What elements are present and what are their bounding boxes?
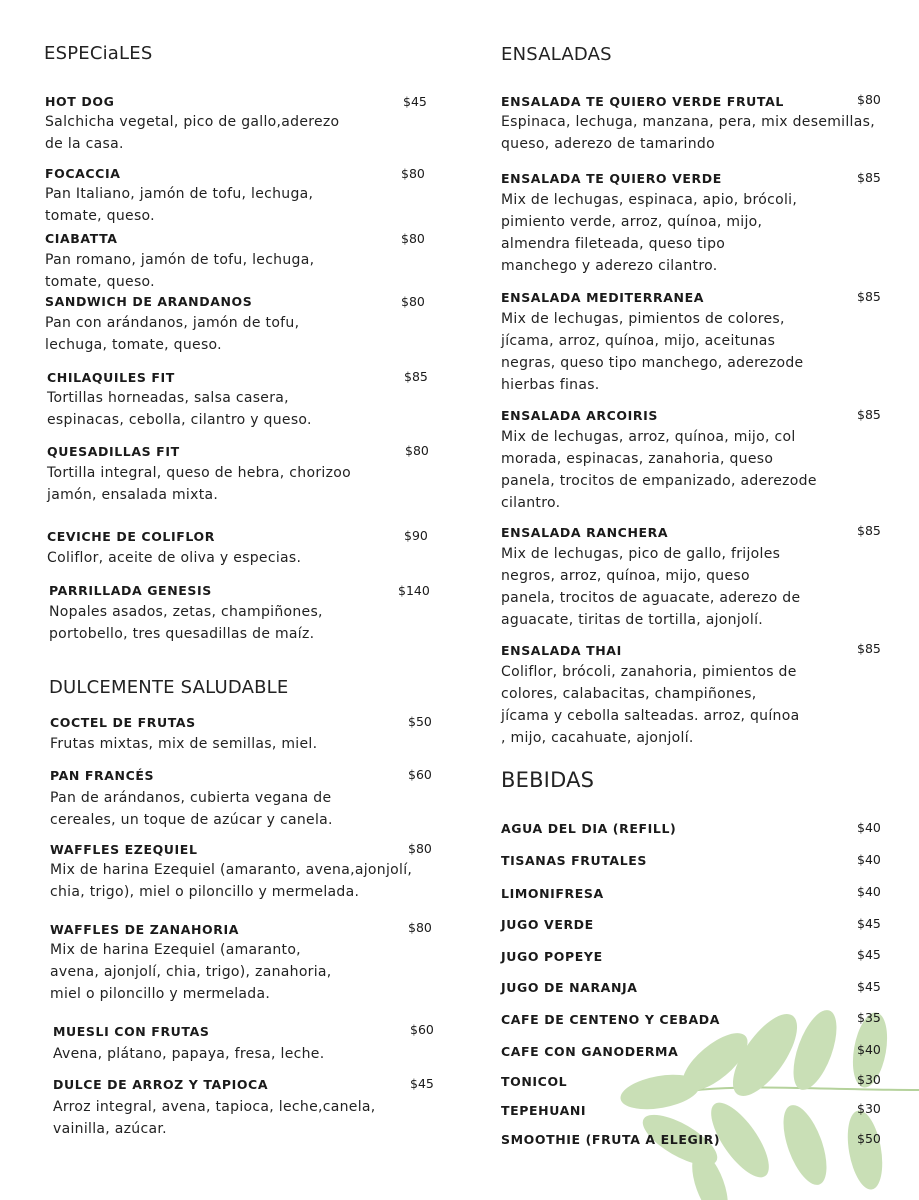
menu-item-name: CHILAQUILES FIT xyxy=(47,370,175,385)
menu-item-name: ENSALADA RANCHERA xyxy=(501,525,669,540)
menu-item-name: DULCE DE ARROZ Y TAPIOCA xyxy=(53,1077,269,1092)
menu-item-desc: Mix de harina Ezequiel (amaranto, avena,ajonjolí, chia, trigo), miel o piloncillo y mermelada. xyxy=(50,862,413,900)
menu-item-price: $80 xyxy=(405,443,429,458)
menu-item-desc: Mix de lechugas, pimientos de colores, jícama, arroz, quínoa, mijo, aceitunas negras, queso tipo manchego, aderezode hierbas finas. xyxy=(501,311,804,393)
menu-item-price: $80 xyxy=(857,92,881,107)
menu-item-name: SANDWICH DE ARANDANOS xyxy=(45,294,253,309)
menu-item-name: HOT DOG xyxy=(45,94,115,109)
drink-price: $40 xyxy=(857,852,881,867)
drink-price: $40 xyxy=(857,820,881,835)
menu-item-name: QUESADILLAS FIT xyxy=(47,444,180,459)
menu-item-price: $45 xyxy=(410,1076,434,1091)
menu-item-price: $80 xyxy=(408,920,432,935)
drink-name: TEPEHUANI xyxy=(501,1103,587,1118)
drink-name: TISANAS FRUTALES xyxy=(501,853,647,868)
menu-item-desc: Avena, plátano, papaya, fresa, leche. xyxy=(53,1046,325,1062)
section-title-especiales: ESPECiaLES xyxy=(44,43,153,64)
menu-item-desc: Mix de harina Ezequiel (amaranto, avena, ajonjolí, chia, trigo), zanahoria, miel o piloncillo y mermelada. xyxy=(50,942,332,1002)
menu-item-price: $90 xyxy=(404,528,428,543)
menu-item-desc: Espinaca, lechuga, manzana, pera, mix desemillas, queso, aderezo de tamarindo xyxy=(501,114,875,152)
menu-item-desc: Frutas mixtas, mix de semillas, miel. xyxy=(50,736,318,752)
drink-price: $30 xyxy=(857,1072,881,1087)
drink-name: JUGO POPEYE xyxy=(501,949,603,964)
drink-price: $45 xyxy=(857,916,881,931)
menu-item-name: ENSALADA MEDITERRANEA xyxy=(501,290,704,305)
menu-item-price: $45 xyxy=(403,94,427,109)
menu-item-price: $140 xyxy=(398,583,430,598)
menu-item-desc: Mix de lechugas, arroz, quínoa, mijo, col morada, espinacas, zanahoria, queso panela, trocitos de empanizado, aderezode cilantro. xyxy=(501,429,817,511)
drink-name: JUGO DE NARANJA xyxy=(501,980,638,995)
menu-item-price: $85 xyxy=(404,369,428,384)
menu-item-price: $85 xyxy=(857,170,881,185)
menu-item-desc: Tortillas horneadas, salsa casera, espinacas, cebolla, cilantro y queso. xyxy=(47,390,312,428)
menu-item-name: ENSALADA THAI xyxy=(501,643,622,658)
menu-item-desc: Coliflor, brócoli, zanahoria, pimientos de colores, calabacitas, champiñones, jícama y cebolla salteadas. arroz, quínoa , mijo, cacahuate, ajonjolí. xyxy=(501,664,800,746)
menu-item-price: $80 xyxy=(401,294,425,309)
menu-item-desc: Pan de arándanos, cubierta vegana de cereales, un toque de azúcar y canela. xyxy=(50,790,333,828)
drink-price: $40 xyxy=(857,1042,881,1057)
drink-price: $45 xyxy=(857,947,881,962)
menu-item-desc: Mix de lechugas, pico de gallo, frijoles negros, arroz, quínoa, mijo, queso panela, trocitos de aguacate, aderezo de aguacate, tiritas de tortilla, ajonjolí. xyxy=(501,546,801,628)
menu-item-price: $60 xyxy=(410,1022,434,1037)
menu-item-name: CEVICHE DE COLIFLOR xyxy=(47,529,215,544)
drink-name: LIMONIFRESA xyxy=(501,886,604,901)
section-title-bebidas: BEBIDAS xyxy=(501,768,595,792)
drink-price: $40 xyxy=(857,884,881,899)
menu-item-price: $85 xyxy=(857,523,881,538)
menu-item-price: $85 xyxy=(857,407,881,422)
menu-item-desc: Salchicha vegetal, pico de gallo,aderezo de la casa. xyxy=(45,114,340,152)
menu-item-name: ENSALADA ARCOIRIS xyxy=(501,408,658,423)
menu-item-name: COCTEL DE FRUTAS xyxy=(50,715,196,730)
drink-name: JUGO VERDE xyxy=(501,917,594,932)
drink-name: CAFE DE CENTENO Y CEBADA xyxy=(501,1012,720,1027)
menu-item-desc: Pan Italiano, jamón de tofu, lechuga, tomate, queso. xyxy=(45,186,314,224)
drink-price: $45 xyxy=(857,979,881,994)
menu-item-name: MUESLI CON FRUTAS xyxy=(53,1024,210,1039)
menu-item-price: $85 xyxy=(857,641,881,656)
section-title-ensaladas: ENSALADAS xyxy=(501,44,612,65)
menu-item-desc: Coliflor, aceite de oliva y especias. xyxy=(47,550,302,566)
drink-name: CAFE CON GANODERMA xyxy=(501,1044,679,1059)
menu-item-price: $85 xyxy=(857,289,881,304)
menu-item-desc: Nopales asados, zetas, champiñones, portobello, tres quesadillas de maíz. xyxy=(49,604,323,642)
menu-item-name: PARRILLADA GENESIS xyxy=(49,583,212,598)
drink-name: AGUA DEL DIA (REFILL) xyxy=(501,821,677,836)
drink-price: $30 xyxy=(857,1101,881,1116)
menu-item-price: $80 xyxy=(401,166,425,181)
drink-price: $35 xyxy=(857,1010,881,1025)
menu-item-desc: Pan con arándanos, jamón de tofu, lechuga, tomate, queso. xyxy=(45,315,300,353)
section-title-dulcemente: DULCEMENTE SALUDABLE xyxy=(49,677,289,698)
menu-item-name: CIABATTA xyxy=(45,231,118,246)
menu-item-name: WAFFLES EZEQUIEL xyxy=(50,842,198,857)
menu-item-name: ENSALADA TE QUIERO VERDE FRUTAL xyxy=(501,94,784,109)
menu-item-desc: Arroz integral, avena, tapioca, leche,canela, vainilla, azúcar. xyxy=(53,1099,376,1137)
menu-item-desc: Pan romano, jamón de tofu, lechuga, tomate, queso. xyxy=(45,252,315,290)
drink-name: TONICOL xyxy=(501,1074,568,1089)
menu-item-price: $60 xyxy=(408,767,432,782)
drink-name: SMOOTHIE (FRUTA A ELEGIR) xyxy=(501,1132,721,1147)
drink-price: $50 xyxy=(857,1131,881,1146)
menu-item-name: FOCACCIA xyxy=(45,166,121,181)
menu-item-price: $80 xyxy=(408,841,432,856)
menu-item-price: $50 xyxy=(408,714,432,729)
menu-item-name: ENSALADA TE QUIERO VERDE xyxy=(501,171,722,186)
menu-item-desc: Tortilla integral, queso de hebra, chorizoo jamón, ensalada mixta. xyxy=(47,465,351,503)
menu-item-name: PAN FRANCÉS xyxy=(50,768,155,783)
menu-item-price: $80 xyxy=(401,231,425,246)
menu-item-name: WAFFLES DE ZANAHORIA xyxy=(50,922,240,937)
menu-item-desc: Mix de lechugas, espinaca, apio, brócoli, pimiento verde, arroz, quínoa, mijo, almendra fileteada, queso tipo manchego y aderezo cilantro. xyxy=(501,192,798,274)
